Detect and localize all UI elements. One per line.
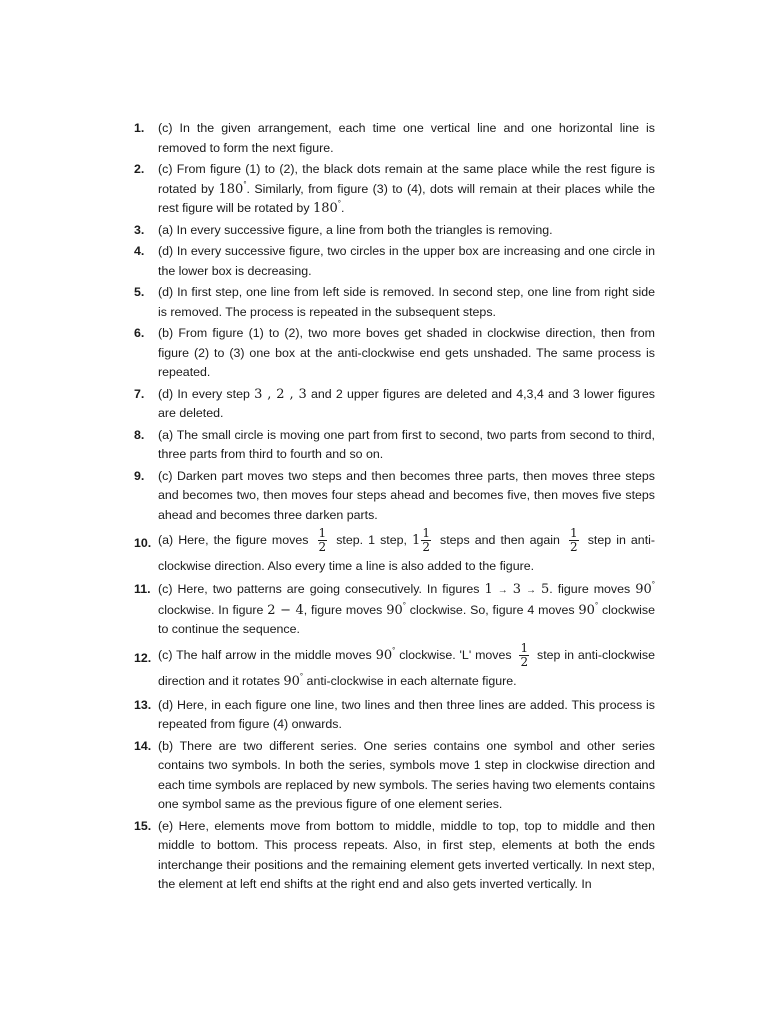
answer-7 [134,385,656,424]
answer-2 [134,160,655,219]
answer-text: (c) Here, two patterns are going consecutively. In figures [158,582,485,596]
answer-number: 13. [134,697,152,712]
answer-number: 8. [134,427,145,442]
answer-text: anti-clockwise in each alternate figure. [303,673,517,688]
degree-symbol: ° [299,671,304,681]
mixed-number-whole: 1 [412,532,421,548]
answer-text: step in anti-clockwise direction. Also every time a line is also added to the figure. [158,532,656,573]
answer-text: . Similarly, from figure (3) to (4), dots will remain at their places while the rest figure will be rotated by [158,181,655,215]
answer-14 [134,737,656,815]
math-figure-number: 3 [512,582,521,597]
answer-1 [134,119,655,158]
answer-number: 6. [134,326,145,340]
math-figure-number: 5 [541,582,550,597]
fraction [519,642,529,669]
answer-13 [134,696,655,735]
math-angle: 90 [283,673,300,689]
math-figure-number: 1 [484,582,493,597]
arrow-right-icon: → [497,585,508,596]
math-angle: 180 [218,181,244,197]
answer-text: steps and then again [434,532,566,547]
fraction-numerator: 1 [570,526,578,540]
answer-text: , figure moves [303,602,387,617]
answer-number: 9. [134,468,145,483]
math-angle: 90 [386,602,403,618]
degree-symbol: ° [594,600,599,610]
arrow-right-icon: → [526,585,536,596]
answer-15 [134,817,655,895]
answer-text: (e) Here, elements move from bottom to middle, middle to top, top to middle and then middle to bottom. This process repeats. Also, in first step, elements at both the ends interchange their positions and the remaining element gets inverted vertically. In next step, the element at left end shifts at the right end and also gets inverted vertically. In [158,818,655,891]
math-angle: 180 [312,201,338,216]
answer-number: 3. [134,222,145,237]
answer-text: clockwise. So, figure 4 moves [405,602,579,617]
answer-6 [134,324,655,383]
answer-8 [134,426,655,465]
fraction [569,527,579,554]
answer-number: 1. [134,121,145,135]
math-range: 2 − 4 [267,602,304,618]
answer-text: (d) Here, in each figure one line, two lines and then three lines are added. This process is repeated from figure (4) onwards. [158,697,655,731]
answer-text: (c) From figure (1) to (2), the black dots remain at the same place while the rest figure is rotated by [158,162,655,196]
answer-number: 2. [134,162,145,176]
answer-text: (d) In every successive figure, two circles in the upper box are increasing and one circle in the lower box is decreasing. [158,244,655,278]
fraction-denominator: 2 [570,540,578,554]
answer-11 [134,580,656,640]
math-angle: 90 [375,647,393,663]
answer-12 [134,640,655,694]
answer-text: clockwise. 'L' moves [395,647,516,662]
degree-symbol: ° [402,600,406,610]
answer-10 [134,526,656,578]
answer-text: (a) The small circle is moving one part from first to second, two parts from second to third, three parts from third to fourth and so on. [158,427,655,461]
degree-symbol: ° [392,645,396,655]
answer-list [134,119,656,897]
fraction-numerator: 1 [318,526,327,540]
answer-text: (d) In first step, one line from left side is removed. In second step, one line from right side is removed. The process is repeated in the subsequent steps. [158,285,655,319]
answer-text: (c) The half arrow in the middle moves [158,647,376,662]
fraction-denominator: 2 [520,654,529,669]
fraction [318,527,328,554]
fraction-numerator: 1 [422,526,430,540]
fraction-numerator: 1 [520,640,529,655]
answer-text: (c) Darken part moves two steps and then becomes three parts, then moves three steps and becomes two, then moves four steps ahead and becomes five, then moves five steps ahead and becomes three darken parts. [158,468,655,522]
answer-text: and 2 upper figures are deleted and 4,3,4 and 3 lower figures are deleted. [158,386,656,420]
degree-symbol: ° [651,580,655,589]
degree-symbol: ° [243,179,247,189]
math-sequence: 3 , 2 , 3 [254,386,307,402]
answer-text: (d) In every step [158,386,255,401]
answer-number: 11. [134,582,151,596]
answer-number: 7. [134,386,145,401]
answer-number: 15. [134,818,152,833]
answer-text: . [341,201,345,215]
answer-text: clockwise. In figure [158,602,268,617]
fraction-denominator: 2 [318,540,327,554]
math-angle: 90 [635,582,652,597]
fraction [421,527,431,554]
answer-text: (a) Here, the figure moves [158,532,314,547]
fraction-denominator: 2 [422,540,430,554]
answer-4 [134,242,655,281]
answer-text: clockwise to continue the sequence. [158,602,656,636]
answer-text: (b) From figure (1) to (2), two more boves get shaded in clockwise direction, then from figure (2) to (3) one box at the anti-clockwise end gets unshaded. The same process is repeated. [158,326,655,379]
answer-text: (c) In the given arrangement, each time one vertical line and one horizontal line is removed to form the next figure. [158,121,655,155]
answer-text: (a) In every successive figure, a line from both the triangles is removing. [158,222,553,237]
answer-number: 10. [134,536,152,550]
answer-text: . figure moves [549,582,636,596]
answer-number: 5. [134,285,145,299]
degree-symbol: ° [337,199,341,208]
answer-number: 14. [134,738,152,753]
answer-3 [134,221,655,241]
answer-number: 4. [134,244,145,258]
answer-number: 12. [134,650,152,665]
answer-text: step in anti-clockwise direction and it rotates [158,647,655,688]
math-angle: 90 [578,602,595,618]
answer-9 [134,467,655,526]
answer-text: (b) There are two different series. One series contains one symbol and other series contains two symbols. In both the series, symbols move 1 step in clockwise direction and each time symbols are replaced by new symbols. The series having two elements contains one symbol same as the previous figure of one element series. [158,738,656,811]
answer-text: step. 1 step, [331,532,413,547]
answer-5 [134,283,655,322]
